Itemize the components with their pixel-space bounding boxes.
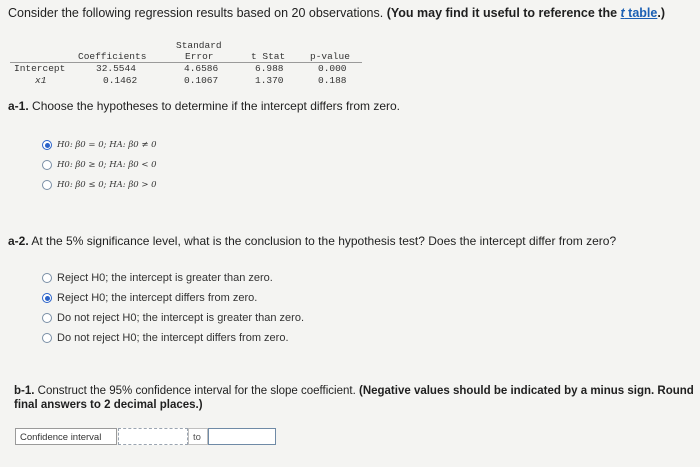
row-intercept-t: 6.988: [255, 63, 284, 74]
header-p-value: p-value: [310, 51, 350, 62]
row-x1-coef: 0.1462: [103, 75, 138, 86]
row-x1-se: 0.1067: [184, 75, 219, 86]
a1-option-1[interactable]: H0: β0 = 0; HA: β0 ≠ 0: [42, 140, 157, 150]
a2-option-2[interactable]: Reject H0; the intercept differs from zero.: [42, 292, 257, 304]
radio-selected[interactable]: [42, 140, 52, 150]
question-b1-note: final answers to 2 decimal places.): [14, 399, 203, 411]
header-standard: Standard: [176, 40, 222, 51]
a2-option-4[interactable]: Do not reject H0; the intercept differs from zero.: [42, 332, 289, 344]
header-coefficients: Coefficients: [78, 51, 147, 62]
radio-selected[interactable]: [42, 293, 52, 303]
a2-option-3[interactable]: Do not reject H0; the intercept is greater than zero.: [42, 312, 304, 324]
row-intercept-se: 4.6586: [184, 63, 219, 74]
ci-to-label: to: [188, 428, 208, 445]
question-b1: b-1. Construct the 95% confidence interval for the slope coefficient. (Negative values should be indicated by a minus sign. Round: [14, 385, 694, 397]
t-table-link[interactable]: t table: [620, 6, 658, 20]
radio-unselected[interactable]: [42, 180, 52, 190]
confidence-interval-label: Confidence interval: [15, 428, 117, 445]
a2-option-1[interactable]: Reject H0; the intercept is greater than zero.: [42, 272, 273, 284]
row-intercept-coef: 32.5544: [96, 63, 136, 74]
intro-text: Consider the following regression results based on 20 observations. (You may find it useful to reference the t table.): [8, 6, 665, 20]
header-t-stat: t Stat: [251, 51, 286, 62]
a1-option-3[interactable]: H0: β0 ≤ 0; HA: β0 > 0: [42, 180, 157, 190]
row-x1-p: 0.188: [318, 75, 347, 86]
ci-lower-input[interactable]: [118, 428, 188, 445]
radio-unselected[interactable]: [42, 333, 52, 343]
a1-option-2[interactable]: H0: β0 ≥ 0; HA: β0 < 0: [42, 160, 157, 170]
row-x1-label: x1: [35, 75, 47, 86]
ci-upper-input[interactable]: [208, 428, 276, 445]
radio-unselected[interactable]: [42, 160, 52, 170]
radio-unselected[interactable]: [42, 313, 52, 323]
header-error: Error: [185, 51, 214, 62]
question-a2: a-2. At the 5% significance level, what is the conclusion to the hypothesis test? Does the intercept differ from zero?: [8, 234, 617, 248]
row-intercept-label: Intercept: [14, 63, 66, 74]
row-x1-t: 1.370: [255, 75, 284, 86]
row-intercept-p: 0.000: [318, 63, 347, 74]
question-a1: a-1. Choose the hypotheses to determine if the intercept differs from zero.: [8, 99, 400, 113]
radio-unselected[interactable]: [42, 273, 52, 283]
